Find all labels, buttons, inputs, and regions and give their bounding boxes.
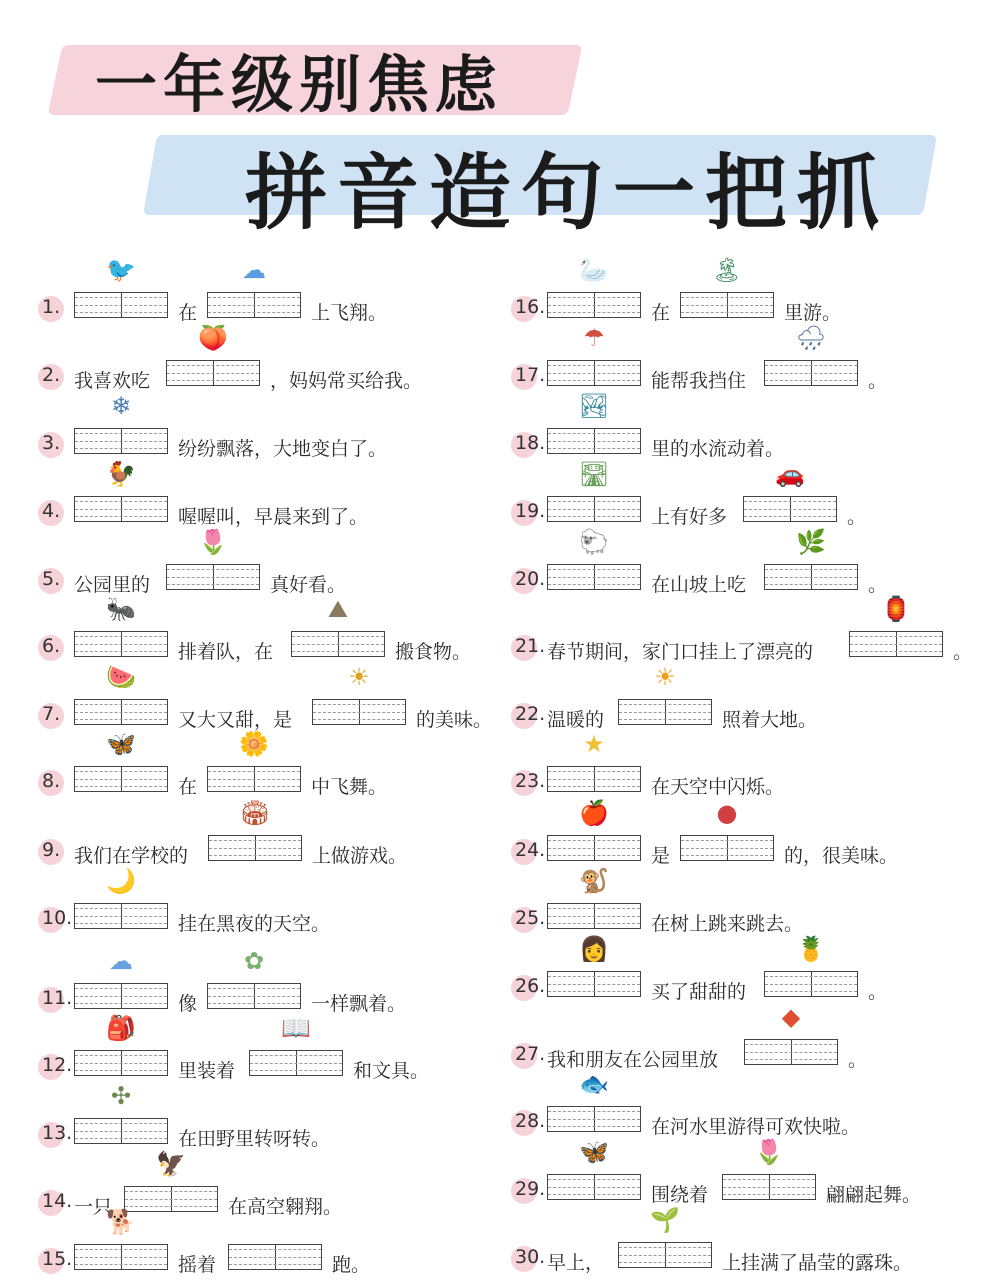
sentence-text: 。 [953, 641, 973, 663]
pinyin-writing-box[interactable] [228, 1244, 322, 1270]
item-number: 22. [515, 703, 546, 725]
sentence-text: 在天空中闪烁。 [651, 776, 785, 798]
lantern-icon: 🏮 [881, 595, 911, 623]
exercise-item [515, 1206, 985, 1280]
exercise-item [42, 1208, 512, 1282]
item-number: 6. [42, 635, 61, 657]
item-number: 28. [515, 1110, 546, 1132]
pinyin-writing-box[interactable] [547, 766, 641, 792]
exercise-item [42, 867, 512, 941]
pinyin-writing-box[interactable] [207, 766, 301, 792]
pinyin-writing-box[interactable] [764, 564, 858, 590]
pinyin-writing-box[interactable] [547, 496, 641, 522]
sentence-text: 挂在黑夜的天空。 [178, 913, 331, 935]
item-number: 2. [42, 364, 61, 386]
flowers-icon: 🌷 [754, 1138, 784, 1166]
watermelon-icon: 🍉 [106, 663, 136, 691]
sentence-text: 上挂满了晶莹的露珠。 [722, 1252, 913, 1274]
sheep-icon: 🐑 [579, 528, 609, 556]
pinyin-writing-box[interactable] [74, 496, 168, 522]
exercise-item [42, 460, 512, 534]
pinyin-writing-box[interactable] [547, 292, 641, 318]
sentence-text: 排着队，在 [178, 641, 274, 663]
pinyin-writing-box[interactable] [74, 1050, 168, 1076]
flowers-icon: 🌷 [198, 528, 228, 556]
sentence-text: 和文具。 [353, 1060, 430, 1082]
item-number: 5. [42, 568, 61, 590]
sky-icon: ☁ [242, 256, 266, 284]
sentence-text: 在 [178, 302, 198, 324]
sentence-text: 。 [848, 1049, 868, 1071]
grass-icon: 🌿 [796, 528, 826, 556]
sentence-text: 我喜欢吃 [74, 370, 151, 392]
sentence-text: 在河水里游得可欢快啦。 [651, 1116, 861, 1138]
garden-icon: 🌼 [239, 730, 269, 758]
sentence-text: 我们在学校的 [74, 845, 189, 867]
item-number: 8. [42, 770, 61, 792]
pinyin-writing-box[interactable] [208, 835, 302, 861]
playground-icon: 🏟 [239, 799, 271, 827]
red-icon: ● [716, 799, 738, 827]
pinyin-writing-box[interactable] [547, 1106, 641, 1132]
item-number: 13. [42, 1122, 73, 1144]
item-number: 25. [515, 907, 546, 929]
sentence-text: 在树上跳来跳去。 [651, 913, 804, 935]
book-icon: 📖 [281, 1014, 311, 1042]
pinyin-writing-box[interactable] [547, 971, 641, 997]
apple-icon: 🍎 [579, 799, 609, 827]
item-number: 9. [42, 839, 61, 861]
pineapple-icon: 🍍 [796, 935, 826, 963]
sentence-text: 上有好多 [651, 506, 728, 528]
item-number: 10. [42, 907, 73, 929]
pinyin-writing-box[interactable] [74, 903, 168, 929]
pinyin-writing-box[interactable] [849, 631, 943, 657]
pinyin-writing-box[interactable] [618, 699, 712, 725]
item-number: 11. [42, 987, 73, 1009]
pinyin-writing-box[interactable] [680, 292, 774, 318]
lake-icon: 🏝 [711, 256, 743, 284]
sentence-text: 里游。 [784, 302, 842, 324]
sentence-text: 的，很美味。 [784, 845, 899, 867]
star-icon: ★ [583, 730, 605, 758]
pinyin-writing-box[interactable] [291, 631, 385, 657]
sentence-text: 翩翩起舞。 [826, 1184, 922, 1206]
rooster-icon: 🐓 [106, 460, 136, 488]
item-number: 27. [515, 1043, 546, 1065]
umbrella-icon: ☂ [583, 324, 605, 352]
item-number: 12. [42, 1054, 73, 1076]
eagle-icon: 🦅 [156, 1150, 186, 1178]
pinyin-writing-box[interactable] [722, 1174, 816, 1200]
ant-icon: 🐜 [106, 595, 136, 623]
pinyin-writing-box[interactable] [207, 983, 301, 1009]
snowflake-icon: ❄ [110, 392, 132, 420]
pinyin-writing-box[interactable] [74, 766, 168, 792]
sentence-text: 在田野里转呀转。 [178, 1128, 331, 1150]
sentence-text: 早上， [547, 1252, 605, 1274]
exercise-item [515, 935, 985, 1009]
sentence-text: 喔喔叫，早晨来到了。 [178, 506, 369, 528]
sentence-text: 里的水流动着。 [651, 438, 785, 460]
pinyin-writing-box[interactable] [547, 428, 641, 454]
sentence-text: 纷纷飘落，大地变白了。 [178, 438, 388, 460]
sentence-text: 中飞舞。 [311, 776, 388, 798]
exercise-item [515, 595, 985, 669]
sentence-text: 一样飘着。 [311, 993, 407, 1015]
pinyin-writing-box[interactable] [74, 631, 168, 657]
road-icon: 🛣 [578, 460, 610, 488]
sentence-text: 真好看。 [270, 574, 347, 596]
sentence-text: 在 [178, 776, 198, 798]
sun-icon: ☀ [654, 663, 676, 691]
item-number: 19. [515, 500, 546, 522]
sentence-text: 的美味。 [416, 709, 493, 731]
sentence-text: 摇着 [178, 1254, 217, 1276]
anthill-icon: ⛰ [327, 595, 349, 623]
item-number: 18. [515, 432, 546, 454]
item-number: 16. [515, 296, 546, 318]
item-number: 7. [42, 703, 61, 725]
exercise-item [42, 256, 512, 330]
sentence-text: 我和朋友在公园里放 [547, 1049, 719, 1071]
sentence-text: 温暖的 [547, 709, 605, 731]
page-subtitle: 拼音造句一把抓 [245, 146, 890, 241]
sentence-text: 又大又甜，是 [178, 709, 293, 731]
river-icon: 🏞 [578, 392, 610, 420]
windmill-icon: ✣ [110, 1082, 132, 1110]
pinyin-writing-box[interactable] [680, 835, 774, 861]
item-number: 24. [515, 839, 546, 861]
exercise-item [515, 528, 985, 602]
cotton-icon: ✿ [243, 947, 265, 975]
item-number: 23. [515, 770, 546, 792]
sentence-text: 公园里的 [74, 574, 151, 596]
sentence-text: 上做游戏。 [312, 845, 408, 867]
pinyin-writing-box[interactable] [312, 699, 406, 725]
sentence-text: 围绕着 [651, 1184, 709, 1206]
pinyin-writing-box[interactable] [547, 835, 641, 861]
sentence-text: 在高空翱翔。 [228, 1196, 343, 1218]
sentence-text: 在山坡上吃 [651, 574, 747, 596]
pinyin-writing-box[interactable] [74, 1118, 168, 1144]
swan-icon: 🦢 [579, 256, 609, 284]
sentence-text: 能帮我挡住 [651, 370, 747, 392]
monkey-icon: 🐒 [579, 867, 609, 895]
item-number: 21. [515, 635, 546, 657]
pinyin-writing-box[interactable] [207, 292, 301, 318]
item-number: 14. [42, 1190, 73, 1212]
sentence-text: 在 [651, 302, 671, 324]
pinyin-writing-box[interactable] [74, 699, 168, 725]
pinyin-writing-box[interactable] [764, 971, 858, 997]
pinyin-writing-box[interactable] [74, 428, 168, 454]
sentence-text: 一只 [74, 1196, 113, 1218]
car-icon: 🚗 [775, 460, 805, 488]
sentence-text: 。 [868, 981, 888, 1003]
pinyin-writing-box[interactable] [74, 983, 168, 1009]
pinyin-writing-box[interactable] [743, 496, 837, 522]
sentence-text: 照着大地。 [722, 709, 818, 731]
sentence-text: 跑。 [332, 1254, 371, 1276]
pinyin-writing-box[interactable] [166, 360, 260, 386]
sentence-text: 上飞翔。 [311, 302, 388, 324]
dog-icon: 🐕 [106, 1208, 136, 1236]
item-number: 26. [515, 975, 546, 997]
page-title: 一年级别焦虑 [95, 48, 504, 121]
exercise-item [42, 730, 512, 804]
pinyin-writing-box[interactable] [249, 1050, 343, 1076]
pinyin-writing-box[interactable] [547, 564, 641, 590]
pinyin-writing-box[interactable] [547, 360, 641, 386]
pinyin-writing-box[interactable] [547, 1174, 641, 1200]
kite-icon: ◆ [781, 1003, 801, 1031]
pinyin-writing-box[interactable] [764, 360, 858, 386]
mother-icon: 👩 [579, 935, 609, 963]
pinyin-writing-box[interactable] [74, 292, 168, 318]
item-number: 20. [515, 568, 546, 590]
rain-icon: 🌧 [795, 324, 827, 352]
pinyin-writing-box[interactable] [618, 1242, 712, 1268]
sprout-icon: 🌱 [650, 1206, 680, 1234]
sentence-text: 买了甜甜的 [651, 981, 747, 1003]
bird-icon: 🐦 [106, 256, 136, 284]
pinyin-writing-box[interactable] [744, 1039, 838, 1065]
backpack-icon: 🎒 [106, 1014, 136, 1042]
item-number: 3. [42, 432, 61, 454]
sentence-text: 搬食物。 [395, 641, 472, 663]
butterfly-icon: 🦋 [106, 730, 136, 758]
pinyin-writing-box[interactable] [166, 564, 260, 590]
cloud-icon: ☁ [109, 947, 133, 975]
item-number: 4. [42, 500, 61, 522]
butterfly-icon: 🦋 [579, 1138, 609, 1166]
moon-icon: 🌙 [106, 867, 136, 895]
item-number: 29. [515, 1178, 546, 1200]
sentence-text: 。 [868, 574, 888, 596]
item-number: 30. [515, 1246, 546, 1268]
sentence-text: 。 [847, 506, 867, 528]
summer-icon: ☀ [348, 663, 370, 691]
sentence-text: ，妈妈常买给我。 [270, 370, 423, 392]
sentence-text: 像 [178, 993, 198, 1015]
sentence-text: 是 [651, 845, 671, 867]
exercise-item [42, 1082, 512, 1156]
item-number: 15. [42, 1248, 73, 1270]
sentence-text: 春节期间，家门口挂上了漂亮的 [547, 641, 814, 663]
pinyin-writing-box[interactable] [74, 1244, 168, 1270]
exercise-item [515, 1138, 985, 1212]
pinyin-writing-box[interactable] [124, 1186, 218, 1212]
sentence-text: 里装着 [178, 1060, 236, 1082]
item-number: 1. [42, 296, 61, 318]
item-number: 17. [515, 364, 546, 386]
fish-icon: 🐟 [579, 1070, 609, 1098]
peach-icon: 🍑 [198, 324, 228, 352]
pinyin-writing-box[interactable] [547, 903, 641, 929]
sentence-text: 。 [868, 370, 888, 392]
